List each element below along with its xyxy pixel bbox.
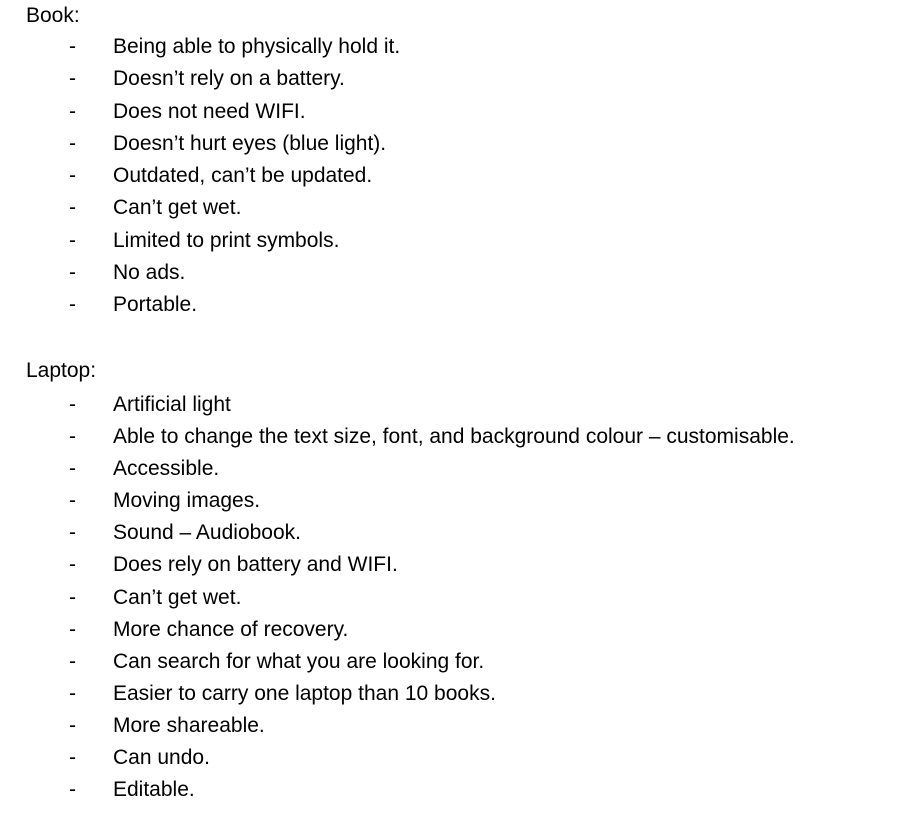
dash-bullet: - — [69, 649, 76, 673]
list-item-text: Able to change the text size, font, and background colour – customisable. — [113, 425, 795, 449]
dash-bullet: - — [69, 67, 76, 91]
dash-bullet: - — [69, 425, 76, 449]
dash-bullet: - — [69, 131, 76, 155]
list-item-text: Can search for what you are looking for. — [113, 649, 485, 673]
dash-bullet: - — [69, 778, 76, 802]
dash-bullet: - — [69, 585, 76, 609]
list-item-text: Does rely on battery and WIFI. — [113, 553, 398, 577]
list-item-text: Easier to carry one laptop than 10 books. — [113, 681, 496, 705]
dash-bullet: - — [69, 713, 76, 737]
list-item-text: Moving images. — [113, 489, 261, 513]
list-item-text: Does not need WIFI. — [113, 99, 306, 123]
list-item-text: Sound – Audiobook. — [113, 521, 301, 545]
dash-bullet: - — [69, 228, 76, 252]
list-item-text: Doesn’t hurt eyes (blue light). — [113, 131, 387, 155]
list-item-text: Outdated, can’t be updated. — [113, 164, 373, 188]
dash-bullet: - — [69, 164, 76, 188]
list-item-text: Limited to print symbols. — [113, 228, 340, 252]
dash-bullet: - — [69, 681, 76, 705]
list-item-text: Can’t get wet. — [113, 585, 242, 609]
dash-bullet: - — [69, 393, 76, 416]
dash-bullet: - — [69, 35, 76, 58]
dash-bullet: - — [69, 261, 76, 285]
laptop-heading: Laptop: — [26, 359, 97, 382]
list-item-text: Artificial light — [113, 393, 231, 416]
dash-bullet: - — [69, 617, 76, 641]
dash-bullet: - — [69, 196, 76, 220]
list-item-text: More chance of recovery. — [113, 617, 349, 641]
list-item-text: Can’t get wet. — [113, 196, 242, 220]
list-item-text: Being able to physically hold it. — [113, 35, 401, 58]
list-item-text: Accessible. — [113, 457, 220, 481]
dash-bullet: - — [69, 553, 76, 577]
list-item-text: More shareable. — [113, 713, 265, 737]
dash-bullet: - — [69, 746, 76, 770]
list-item-text: Doesn’t rely on a battery. — [113, 67, 345, 91]
list-item-text: No ads. — [113, 261, 186, 285]
list-item-text: Editable. — [113, 778, 195, 802]
dash-bullet: - — [69, 293, 76, 317]
dash-bullet: - — [69, 457, 76, 481]
list-item-text: Portable. — [113, 293, 198, 317]
list-item-text: Can undo. — [113, 746, 210, 770]
dash-bullet: - — [69, 99, 76, 123]
dash-bullet: - — [69, 521, 76, 545]
book-heading: Book: — [26, 4, 80, 27]
dash-bullet: - — [69, 489, 76, 513]
